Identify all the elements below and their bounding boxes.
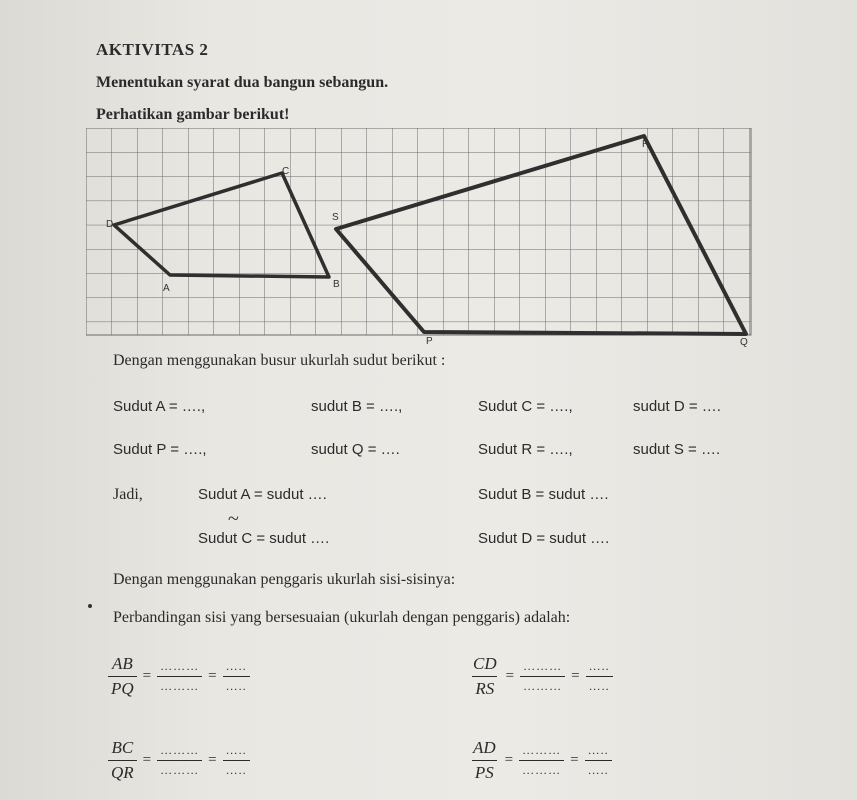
equals-sign: = — [142, 752, 152, 768]
blank-numerator: ….. — [587, 743, 609, 757]
blank-denominator: ……… — [157, 760, 202, 778]
blank-fraction — [157, 743, 202, 778]
vertex-label-r: R — [642, 139, 650, 150]
ratio-prompt: Perbandingan sisi yang bersesuaian (ukurlah dengan penggaris) adalah: — [113, 609, 571, 626]
conclusion-angle-b: Sudut B = sudut …. — [478, 486, 609, 503]
blank-numerator: ……… — [522, 743, 562, 757]
angle-a-field: Sudut A = …., — [113, 398, 206, 415]
blank-numerator: ….. — [225, 743, 247, 757]
vertex-label-a: A — [163, 283, 170, 294]
vertex-label-c: C — [282, 166, 290, 177]
vertex-label-b: B — [333, 279, 340, 290]
conclusion-angle-c: Sudut C = sudut …. — [198, 530, 330, 547]
vertex-label-s: S — [332, 212, 339, 223]
blank-numerator: ….. — [225, 659, 247, 673]
blank-denominator: ….. — [585, 760, 612, 778]
blank-fraction — [223, 659, 250, 694]
angle-d-field: sudut D = …. — [633, 398, 721, 415]
activity-instruction: Perhatikan gambar berikut! — [96, 106, 290, 123]
blank-fraction — [157, 659, 202, 694]
vertex-label-d: D — [106, 219, 114, 230]
pencil-mark: ~ — [228, 508, 239, 530]
blank-fraction — [520, 659, 565, 694]
fraction-cd-rs — [470, 654, 500, 699]
blank-denominator: ……… — [520, 676, 565, 694]
ratio-cd-rs — [470, 654, 613, 699]
blank-numerator: ……… — [160, 743, 200, 757]
bullet-mark — [88, 604, 92, 608]
ratio-bc-qr — [108, 738, 250, 783]
equals-sign: = — [208, 668, 217, 684]
ratio-numerator: BC — [111, 738, 134, 757]
blank-denominator: ……… — [157, 676, 202, 694]
blank-fraction — [586, 659, 613, 694]
activity-title: AKTIVITAS 2 — [96, 40, 209, 59]
angle-p-field: Sudut P = …., — [113, 441, 207, 458]
angles-prompt: Dengan menggunakan busur ukurlah sudut berikut : — [113, 352, 446, 369]
ratio-numerator: AD — [473, 738, 496, 757]
ratio-ad-ps — [470, 738, 612, 783]
blank-denominator: ……… — [519, 760, 564, 778]
ratio-denominator: PS — [472, 760, 497, 783]
conclusion-jadi: Jadi, — [113, 486, 143, 503]
ratio-numerator: CD — [473, 654, 497, 673]
blank-denominator: ….. — [223, 760, 250, 778]
conclusion-angle-d: Sudut D = sudut …. — [478, 530, 610, 547]
vertex-label-q: Q — [740, 337, 748, 348]
fraction-ab-pq — [108, 654, 137, 699]
blank-numerator: ……… — [160, 659, 200, 673]
angle-q-field: sudut Q = …. — [311, 441, 400, 458]
blank-fraction — [585, 743, 612, 778]
equals-sign: = — [570, 752, 579, 768]
angle-c-field: Sudut C = …., — [478, 398, 573, 415]
activity-subtitle: Menentukan syarat dua bangun sebangun. — [96, 74, 389, 91]
ratio-denominator: PQ — [108, 676, 137, 699]
blank-numerator: ……… — [523, 659, 563, 673]
angle-r-field: Sudut R = …., — [478, 441, 573, 458]
conclusion-angle-a: Sudut A = sudut …. — [198, 486, 327, 503]
ratio-denominator: RS — [472, 676, 497, 699]
vertex-label-p: P — [426, 336, 433, 347]
ratio-numerator: AB — [111, 654, 133, 673]
blank-fraction — [519, 743, 564, 778]
fraction-bc-qr — [108, 738, 137, 783]
equals-sign: = — [208, 752, 217, 768]
angle-b-field: sudut B = …., — [311, 398, 403, 415]
equals-sign: = — [504, 752, 514, 768]
ratio-ab-pq — [108, 654, 250, 699]
grid-background — [86, 128, 751, 335]
sides-prompt: Dengan menggunakan penggaris ukurlah sisi-sisinya: — [113, 571, 456, 588]
ratio-denominator: QR — [108, 760, 137, 783]
angle-s-field: sudut S = …. — [633, 441, 721, 458]
blank-denominator: ….. — [586, 676, 613, 694]
equals-sign: = — [571, 668, 580, 684]
grid-figure — [86, 128, 856, 353]
blank-numerator: ….. — [588, 659, 610, 673]
blank-fraction — [223, 743, 250, 778]
equals-sign: = — [142, 668, 152, 684]
fraction-ad-ps — [470, 738, 499, 783]
equals-sign: = — [505, 668, 515, 684]
blank-denominator: ….. — [223, 676, 250, 694]
